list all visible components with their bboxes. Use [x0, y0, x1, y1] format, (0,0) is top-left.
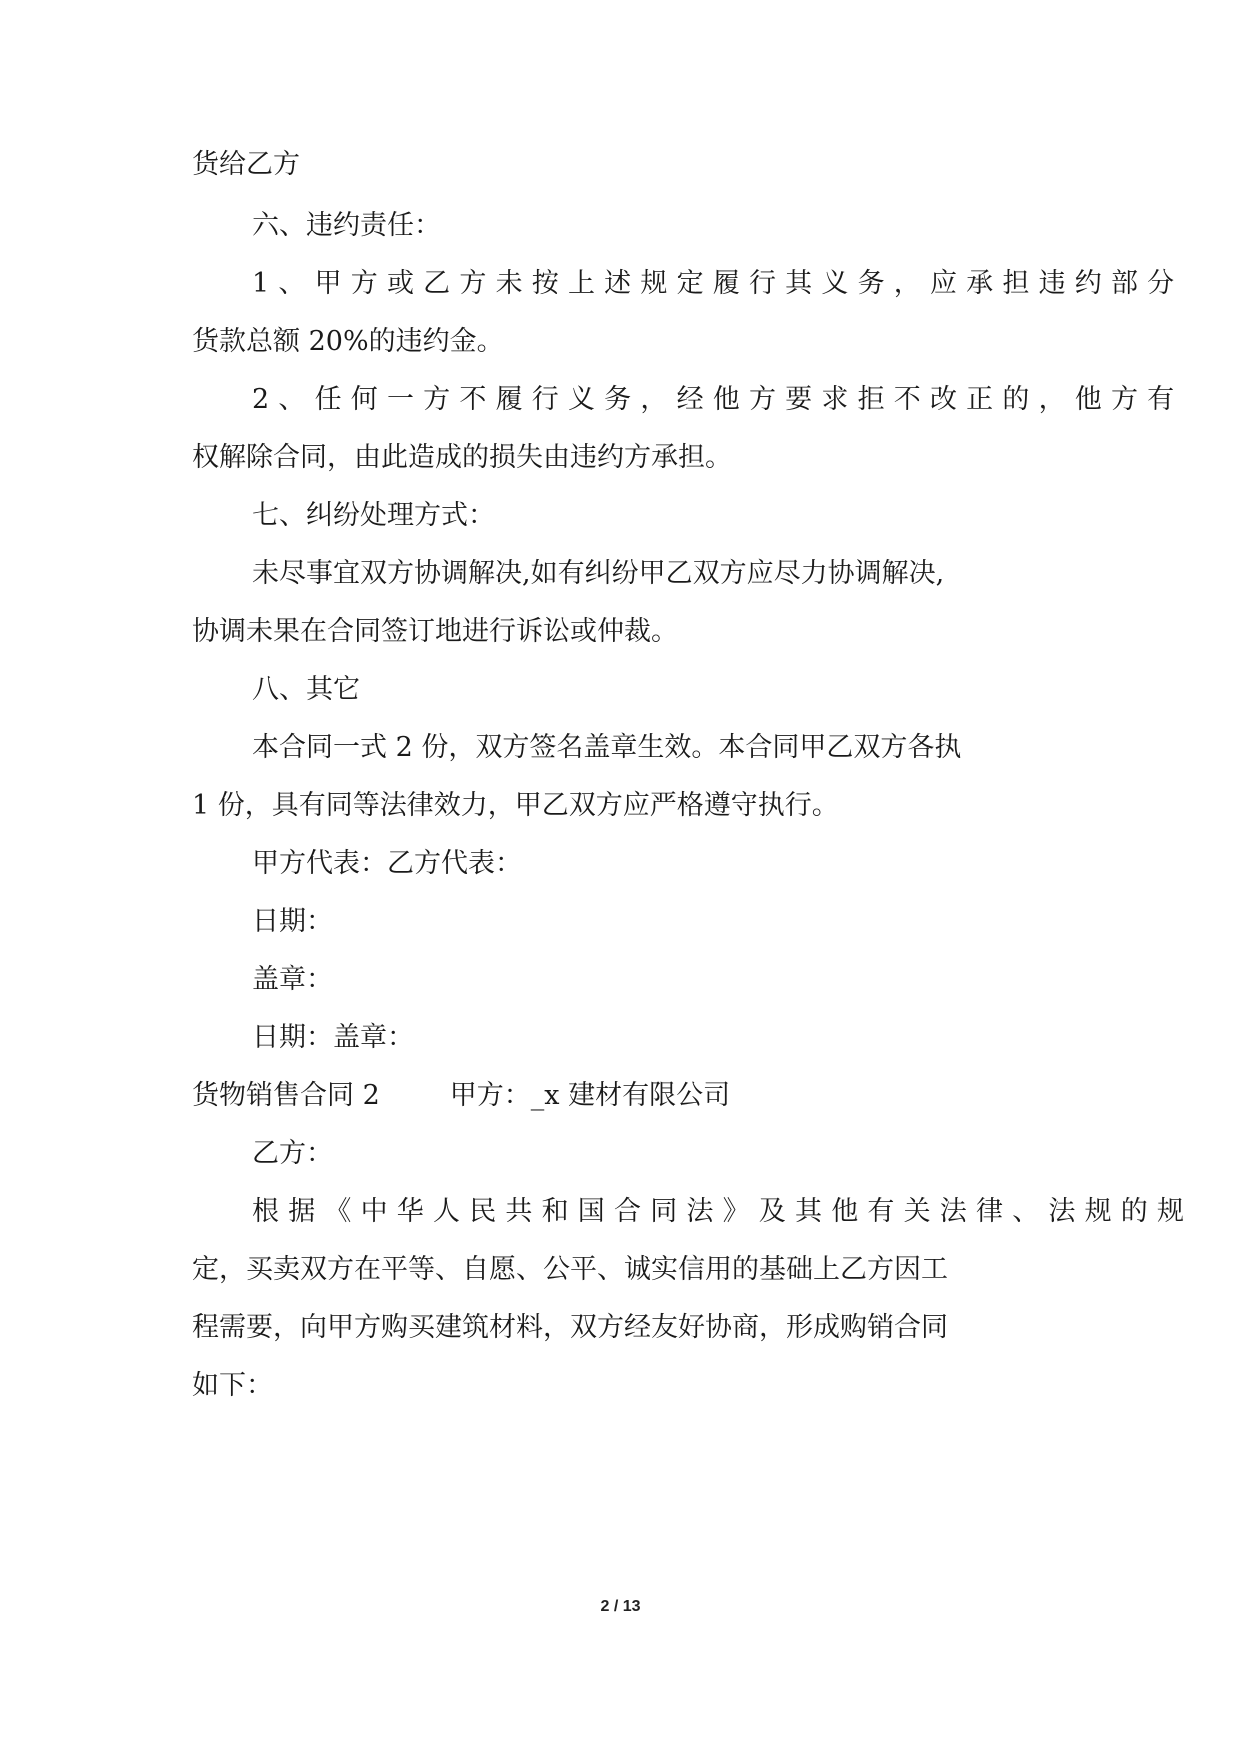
- text-line: 协调未果在合同签订地进行诉讼或仲裁。: [192, 616, 678, 647]
- text-line: 货款总额 20%的违约金。: [192, 326, 504, 357]
- signature-date: 日期：: [252, 906, 333, 937]
- signature-seal: 盖章：: [252, 964, 333, 995]
- text-line: 如下：: [192, 1370, 273, 1401]
- text-line: 定，买卖双方在平等、自愿、公平、诚实信用的基础上乙方因工: [192, 1254, 948, 1285]
- text-line: 根据《中华人民共和国合同法》及其他有关法律、法规的规: [252, 1196, 1194, 1227]
- signature-date-seal: 日期：盖章：: [252, 1022, 414, 1053]
- signature-representatives: 甲方代表：乙方代表：: [252, 848, 522, 879]
- text-line: 未尽事宜双方协调解决,如有纠纷甲乙双方应尽力协调解决,: [252, 558, 945, 589]
- text-line: 权解除合同，由此造成的损失由违约方承担。: [192, 442, 732, 473]
- party-a: 甲方：_x 建材有限公司: [449, 1080, 731, 1111]
- contract-title: 货物销售合同 2: [192, 1080, 380, 1111]
- section-heading-other: 八、其它: [252, 674, 360, 705]
- text-line: 1、甲方或乙方未按上述规定履行其义务，应承担违约部分: [252, 268, 1184, 299]
- text-line: 本合同一式 2 份，双方签名盖章生效。本合同甲乙双方各执: [252, 732, 962, 763]
- text-line: 2、任何一方不履行义务，经他方要求拒不改正的，他方有: [252, 384, 1184, 415]
- section-heading-breach: 六、违约责任：: [252, 210, 441, 241]
- text-line: 1 份，具有同等法律效力，甲乙双方应严格遵守执行。: [192, 790, 839, 821]
- text-line: 货给乙方: [192, 149, 300, 180]
- text-line: 程需要，向甲方购买建筑材料，双方经友好协商，形成购销合同: [192, 1312, 948, 1343]
- contract-title-row: [0, 1076, 1241, 1116]
- section-heading-dispute: 七、纠纷处理方式：: [252, 500, 495, 531]
- page-number: 2 / 13: [600, 1598, 641, 1615]
- party-b: 乙方：: [252, 1138, 333, 1169]
